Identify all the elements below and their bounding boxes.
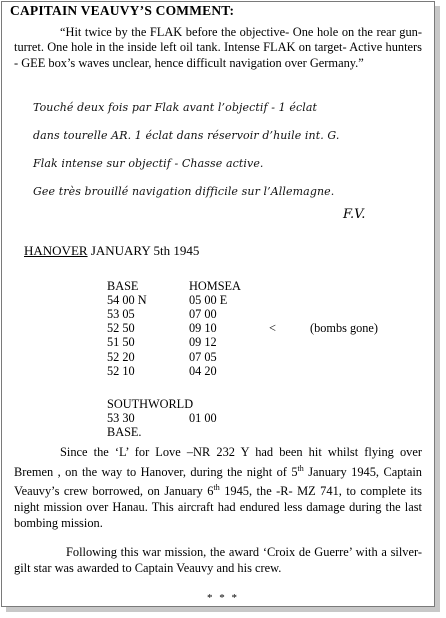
paragraph-aircraft-change: Since the ‘L’ for Love –NR 232 Y had been hit whilst flying over Bremen , on the way to Hanover, during the night of 5th January 1945, Captain Veauvy’s crew borrowed, on January 6th 1945, the -R- MZ 741, to complete its night mission over Hanau. This aircraft had endured less damage during the last bombing mission. bbox=[14, 445, 423, 530]
route-lon: 05 00 E bbox=[189, 293, 228, 307]
page-shadow-bottom bbox=[6, 607, 440, 612]
quoted-comment bbox=[14, 25, 422, 71]
handwritten-line-1: Touché deux fois par Flak avant l’objectif - 1 éclat bbox=[33, 101, 318, 114]
mission-date: JANUARY 5th 1945 bbox=[87, 243, 200, 258]
route-lon: 04 20 bbox=[189, 364, 217, 378]
route-lat: 52 50 bbox=[107, 321, 135, 335]
route-end: BASE. bbox=[107, 425, 142, 439]
route-lon: 07 05 bbox=[189, 350, 217, 364]
section-separator: * * * bbox=[207, 592, 239, 604]
section-heading: CAPITAIN VEAUVY’S COMMENT: bbox=[10, 3, 235, 18]
route-lat: 52 20 bbox=[107, 350, 135, 364]
route-marker: < bbox=[269, 321, 276, 335]
page-shadow-right bbox=[435, 6, 440, 610]
route-note: (bombs gone) bbox=[310, 321, 378, 335]
route-return-lat: 53 30 bbox=[107, 411, 135, 425]
route-lon: 09 10 bbox=[189, 321, 217, 335]
route-lon: 07 00 bbox=[189, 307, 217, 321]
handwritten-line-2: dans tourelle AR. 1 éclat dans réservoir d’huile int. G. bbox=[33, 129, 340, 142]
route-return-lon: 01 00 bbox=[189, 411, 217, 425]
handwritten-line-3: Flak intense sur objectif - Chasse active. bbox=[33, 157, 264, 170]
handwritten-line-4: Gee très brouillé navigation difficile sur l’Allemagne. bbox=[33, 185, 335, 198]
quoted-comment-text: “Hit twice by the FLAK before the objective- One hole on the rear gun-turret. One hole in the inside left oil tank. Intense FLAK on target- Active hunters - GEE box’s waves unclear, hence difficult navigation over Germany.” bbox=[14, 25, 422, 70]
mission-title bbox=[24, 243, 199, 259]
route-lon: 09 12 bbox=[189, 335, 217, 349]
route-lat: 52 10 bbox=[107, 364, 135, 378]
handwritten-signature: F.V. bbox=[343, 207, 366, 222]
mission-place: HANOVER bbox=[24, 243, 88, 258]
route-return-header: SOUTHWORLD bbox=[107, 397, 194, 411]
route-header-homsea: HOMSEA bbox=[189, 279, 241, 293]
route-lat: 51 50 bbox=[107, 335, 135, 349]
route-header-base: BASE bbox=[107, 279, 139, 293]
route-lat: 54 00 N bbox=[107, 293, 147, 307]
paragraph-award: Following this war mission, the award ‘Croix de Guerre’ with a silver-gilt star was awarded to Captain Veauvy and his crew. bbox=[14, 545, 422, 575]
route-lat: 53 05 bbox=[107, 307, 135, 321]
